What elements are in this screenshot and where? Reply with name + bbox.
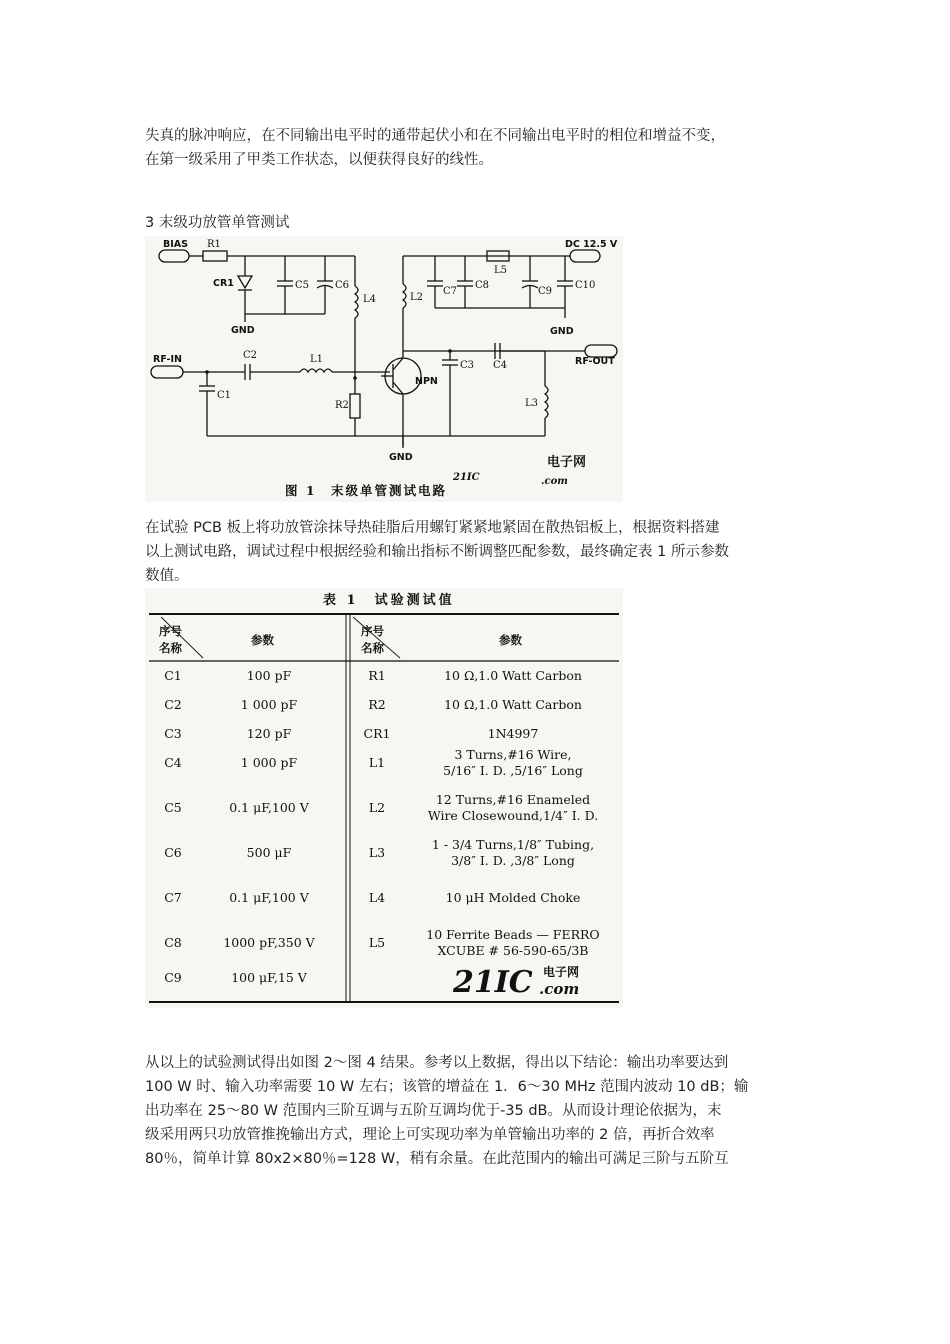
dc-label: DC 12.5 V	[565, 239, 618, 250]
cell-value: 5/16″ I. D. ,5/16″ Long	[443, 763, 583, 778]
npn-label: NPN	[415, 376, 438, 387]
c10-label: C10	[575, 280, 596, 291]
text-line: 从以上的试验测试得出如图 2～图 4 结果。参考以上数据，得出以下结论：输出功率要达到	[145, 1055, 729, 1071]
l2-label: L2	[410, 292, 424, 303]
cell-value: 3/8″ I. D. ,3/8″ Long	[451, 853, 575, 868]
cell-value: 500 μF	[246, 845, 292, 860]
c2-label: C2	[243, 350, 258, 361]
l4-inductor	[355, 286, 358, 318]
rf-in-label: RF-IN	[153, 354, 182, 365]
cell-value: 3 Turns,#16 Wire,	[454, 747, 572, 762]
bias-label: BIAS	[163, 239, 188, 250]
header-param-1: 参数	[251, 633, 274, 647]
dc-terminal	[570, 250, 600, 262]
l1-label: L1	[310, 354, 324, 365]
bias-terminal	[159, 250, 189, 262]
cell-name: C3	[164, 726, 182, 741]
cell-name: R2	[368, 697, 386, 712]
cell-value: 1 000 pF	[240, 697, 298, 712]
params-table	[145, 588, 623, 1008]
watermark: 21IC	[453, 472, 480, 483]
circuit-diagram	[145, 236, 623, 502]
cell-value: 1000 pF,350 V	[223, 935, 315, 950]
text-line: 失真的脉冲响应，在不同输出电平时的通带起伏小和在不同输出电平时的相位和增益不变，	[145, 128, 725, 144]
l2-inductor	[403, 284, 406, 308]
watermark-com: .com	[541, 476, 568, 487]
cell-name: L3	[368, 845, 386, 860]
cell-value: 1 000 pF	[240, 755, 298, 770]
c6-label: C6	[335, 280, 350, 291]
header-name-1: 名称	[159, 641, 182, 655]
cell-value: 10 Ferrite Beads — FERRO	[426, 927, 600, 942]
table-watermark-cn: 电子网	[543, 965, 580, 979]
cell-name: C6	[164, 845, 182, 860]
cell-name: C4	[164, 755, 182, 770]
text-line: 数值。	[145, 568, 189, 584]
c3-label: C3	[460, 360, 475, 371]
rf-in-terminal	[151, 366, 183, 378]
text-line: 在试验 PCB 板上将功放管涂抹导热硅脂后用螺钉紧紧地紧固在散热铝板上，根据资料搭建	[145, 520, 720, 536]
cell-name: C5	[164, 800, 182, 815]
c7-label: C7	[443, 286, 458, 297]
cell-name: C8	[164, 935, 182, 950]
paragraph-setup	[145, 516, 817, 588]
c8-label: C8	[475, 280, 490, 291]
l4-label: L4	[363, 294, 377, 305]
r2-resistor	[350, 394, 360, 418]
table-title: 表 1 试验测试值	[323, 593, 455, 608]
rf-out-label: RF-OUT	[575, 356, 615, 367]
table-body	[164, 668, 599, 985]
cell-value: 120 pF	[246, 726, 292, 741]
gnd-label-1: GND	[231, 325, 255, 336]
cell-value: 10 Ω,1.0 Watt Carbon	[444, 697, 582, 712]
c4-label: C4	[493, 360, 508, 371]
cell-name: R1	[368, 668, 386, 683]
cell-value: 0.1 μF,100 V	[229, 800, 309, 815]
text-line: 80％，简单计算 80x2×80％=128 W，稍有余量。在此范围内的输出可满足三阶与五阶互	[145, 1151, 729, 1167]
figure-caption: 图 1 末级单管测试电路	[285, 483, 448, 498]
l3-label: L3	[525, 398, 539, 409]
c9-label: C9	[538, 286, 553, 297]
c1-label: C1	[217, 390, 232, 401]
cell-value: 12 Turns,#16 Enameled	[435, 792, 591, 807]
text-line: 级采用两只功放管推挽输出方式，理论上可实现功率为单管输出功率的 2 倍，再折合效率	[145, 1127, 715, 1143]
text-line: 在第一级采用了甲类工作状态，以便获得良好的线性。	[145, 152, 493, 168]
text-line: 100 W 时、输入功率需要 10 W 左右；该管的增益在 1．6～30 MHz 范围内波动 10 dB；输	[145, 1079, 749, 1095]
table-figure	[145, 588, 623, 1008]
paragraph-intro	[145, 124, 817, 172]
cell-name: C9	[164, 970, 182, 985]
cell-name: CR1	[363, 726, 391, 741]
cell-value: Wire Closewound,1/4″ I. D.	[427, 808, 599, 823]
cr1-label: CR1	[213, 278, 234, 289]
l1-inductor	[300, 369, 332, 372]
header-index-1: 序号	[159, 624, 182, 638]
cell-value: 1N4997	[487, 726, 539, 741]
r1-label: R1	[207, 239, 221, 250]
gnd-label-2: GND	[550, 326, 574, 337]
paragraph-results	[145, 1051, 817, 1171]
cell-name: C1	[164, 668, 182, 683]
cell-value: 0.1 μF,100 V	[229, 890, 309, 905]
c5-label: C5	[295, 280, 310, 291]
header-name-2: 名称	[361, 641, 384, 655]
table-watermark: 21IC	[453, 965, 533, 1000]
cell-name: C2	[164, 697, 182, 712]
l5-label: L5	[494, 265, 508, 276]
header-param-2: 参数	[499, 633, 522, 647]
r2-label: R2	[335, 400, 349, 411]
r1-resistor	[203, 251, 227, 261]
cell-name: L2	[368, 800, 386, 815]
l3-inductor	[545, 386, 548, 418]
cell-name: C7	[164, 890, 182, 905]
cell-value: 100 μF,15 V	[231, 970, 307, 985]
header-index-2: 序号	[361, 624, 384, 638]
cell-value: 10 Ω,1.0 Watt Carbon	[444, 668, 582, 683]
gnd-label-3: GND	[389, 452, 413, 463]
section-heading: 3 末级功放管单管测试	[145, 215, 290, 231]
text-line: 出功率在 25～80 W 范围内三阶互调与五阶互调均优于-35 dB。从而设计理论依据为，末	[145, 1103, 722, 1119]
cell-name: L5	[368, 935, 386, 950]
cell-value: 100 pF	[246, 668, 292, 683]
cell-value: 1 - 3/4 Turns,1/8″ Tubing,	[431, 837, 595, 852]
table-watermark-com: .com	[539, 980, 580, 998]
circuit-figure	[145, 236, 623, 502]
cell-name: L4	[368, 890, 386, 905]
cell-name: L1	[368, 755, 386, 770]
cell-value: 10 μH Molded Choke	[445, 890, 581, 905]
watermark-cn: 电子网	[547, 455, 587, 470]
cell-value: XCUBE # 56-590-65/3B	[437, 943, 589, 958]
text-line: 以上测试电路，调试过程中根据经验和输出指标不断调整匹配参数，最终确定表 1 所示参数	[145, 544, 729, 560]
